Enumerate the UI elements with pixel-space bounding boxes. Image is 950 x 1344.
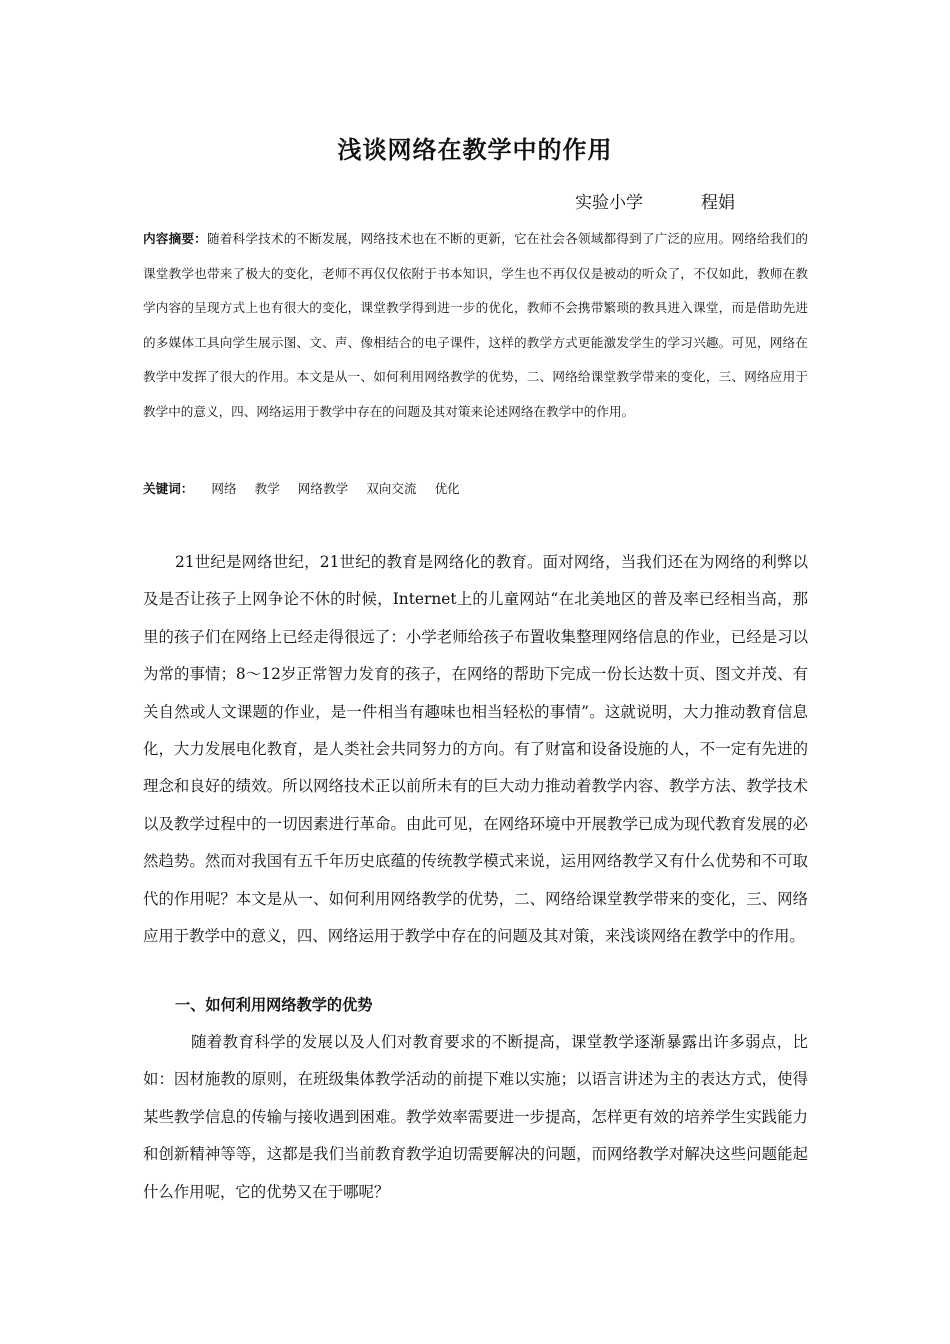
author-line	[575, 188, 735, 213]
keyword-item: 优化	[434, 481, 460, 496]
keywords-line	[143, 478, 474, 497]
intro-paragraph: 21世纪是网络世纪，21世纪的教育是网络化的教育。面对网络，当我们还在为网络的利弊以及是否让孩子上网争论不休的时候，Internet上的儿童网站“在北美地区的普及率已经相当高，那里的孩子们在网络上已经走得很远了：小学老师给孩子布置收集整理网络信息的作业，已经是习以为常的事情；8～12岁正常智力发育的孩子，在网络的帮助下完成一份长达数十页、图文并茂、有关自然或人文课题的作业，是一件相当有趣味也相当轻松的事情”。这就说明，大力推动教育信息化，大力发展电化教育，是人类社会共同努力的方向。有了财富和设备设施的人，不一定有先进的理念和良好的绩效。所以网络技术正以前所未有的巨大动力推动着教学内容、教学方法、教学技术以及教学过程中的一切因素进行革命。由此可见，在网络环境中开展教学已成为现代教育发展的必然趋势。然而对我国有五千年历史底蕴的传统教学模式来说，运用网络教学又有什么优势和不可取代的作用呢？本文是从一、如何利用网络教学的优势，二、网络给课堂教学带来的变化，三、网络应用于教学中的意义，四、网络运用于教学中存在的问题及其对策，来浅谈网络在教学中的作用。	[143, 553, 808, 946]
keyword-item: 网络教学	[297, 481, 349, 496]
keyword-item: 教学	[254, 481, 280, 496]
keywords-label: 关键词：	[143, 481, 194, 496]
keyword-item: 双向交流	[366, 481, 417, 496]
author-name: 程娟	[701, 193, 735, 213]
abstract-text: 随着科学技术的不断发展，网络技术也在不断的更新，它在社会各领域都得到了广泛的应用。网络给我们的课堂教学也带来了极大的变化，老师不再仅仅依附于书本知识，学生也不再仅仅是被动的听众了，不仅如此，教师在教学内容的呈现方式上也有很大的变化，课堂教学得到进一步的优化，教师不会携带繁琐的教具进入课堂，而是借助先进的多媒体工具向学生展示图、文、声、像相结合的电子课件，这样的教学方式更能激发学生的学习兴趣。可见，网络在教学中发挥了很大的作用。本文是从一、如何利用网络教学的优势，二、网络给课堂教学带来的变化，三、网络应用于教学中的意义，四、网络运用于教学中存在的问题及其对策来论述网络在教学中的作用。	[143, 231, 809, 419]
abstract	[143, 222, 808, 429]
section-paragraph: 随着教育科学的发展以及人们对教育要求的不断提高，课堂教学逐渐暴露出许多弱点，比如：因材施教的原则，在班级集体教学活动的前提下难以实施；以语言讲述为主的表达方式，使得某些教学信息的传输与接收遇到困难。教学效率需要进一步提高，怎样更有效的培养学生实践能力和创新精神等等，这都是我们当前教育教学迫切需要解决的问题，而网络教学对解决这些问题能起什么作用呢，它的优势又在于哪呢？	[143, 1033, 808, 1201]
section-heading: 一、如何利用网络教学的优势	[175, 996, 373, 1014]
abstract-label: 内容摘要：	[143, 231, 207, 246]
document-title: 浅谈网络在教学中的作用	[337, 136, 613, 164]
author-school: 实验小学	[575, 193, 643, 213]
keyword-item: 网络	[211, 481, 237, 496]
